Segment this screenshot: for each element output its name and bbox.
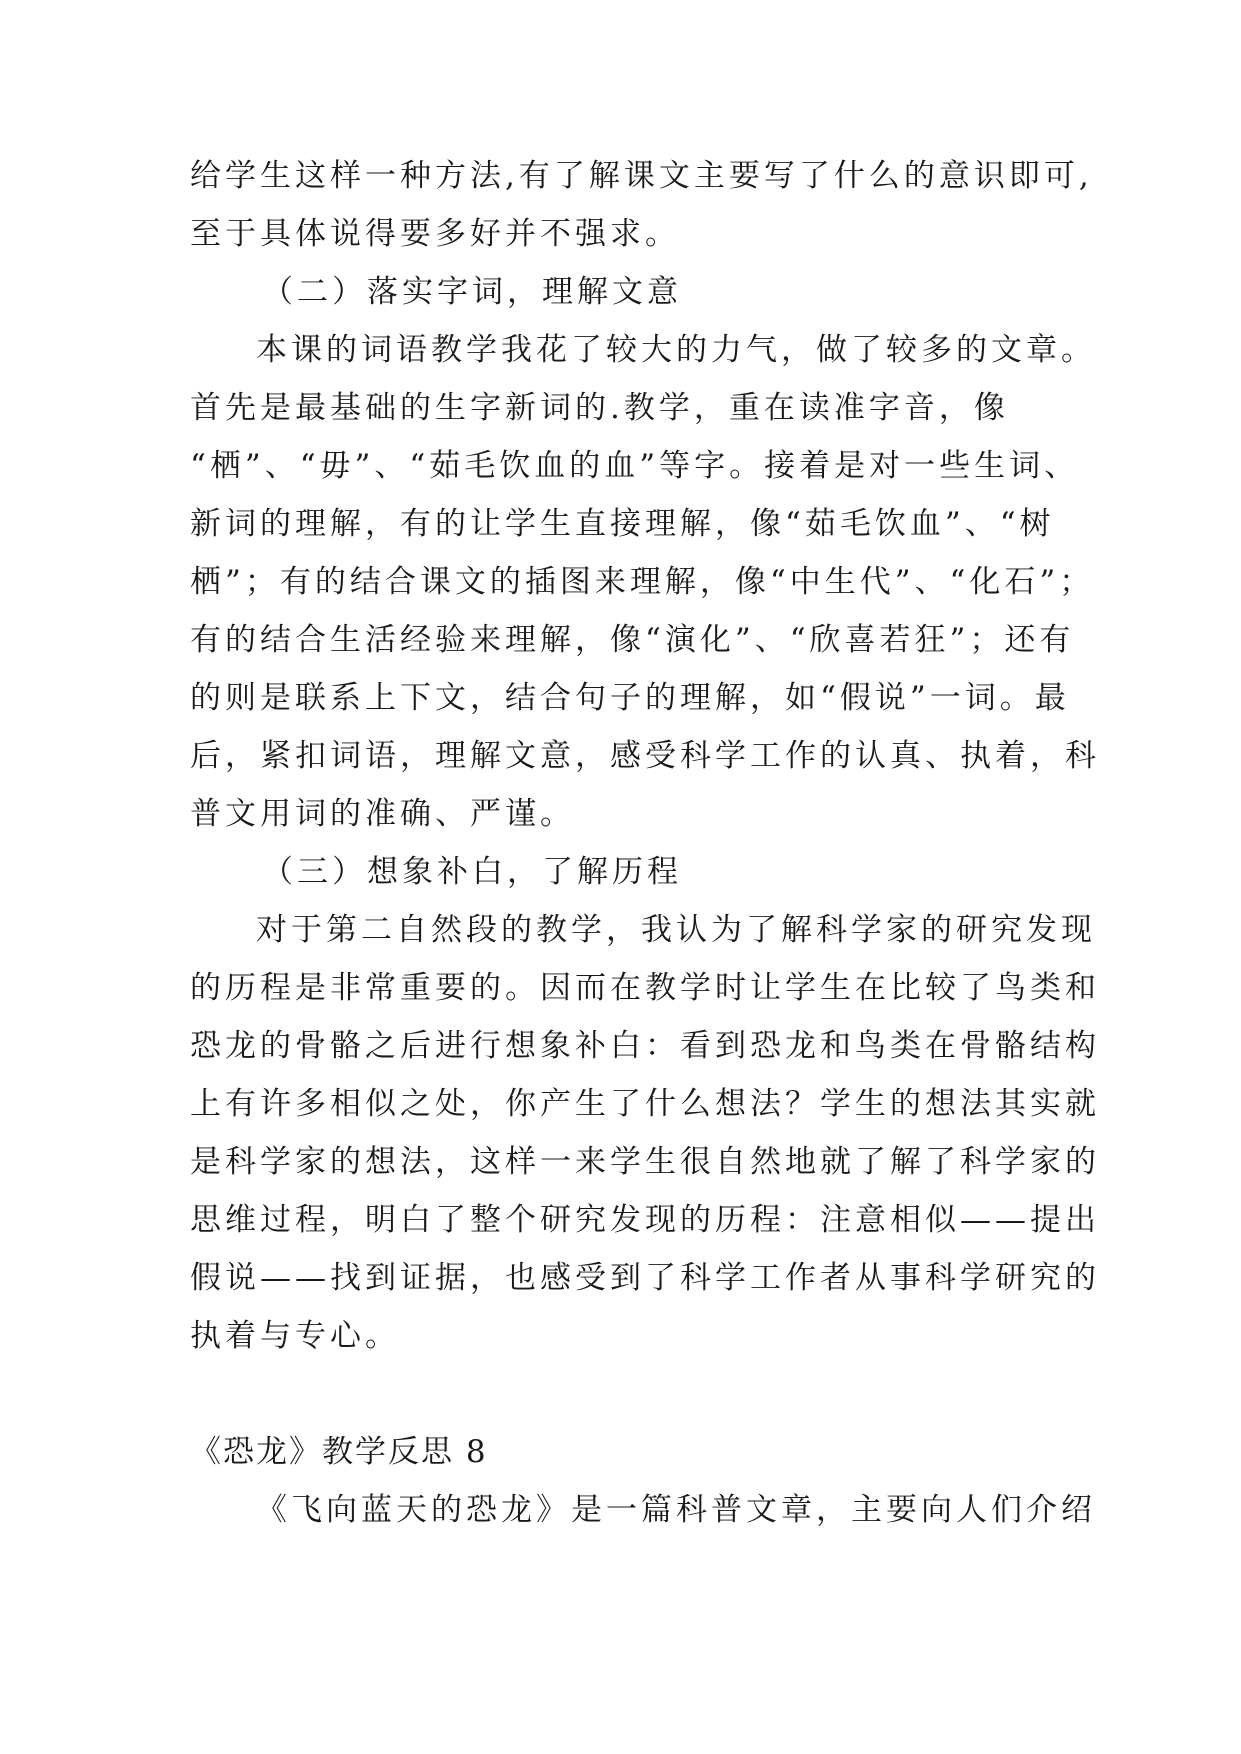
paragraph-line: 假说——找到证据，也感受到了科学工作者从事科学研究的 <box>190 1260 1100 1296</box>
paragraph-line: 是科学家的想法，这样一来学生很自然地就了解了科学家的 <box>190 1144 1100 1180</box>
paragraph-line: “栖”、“毋”、“茹毛饮血的血”等字。接着是对一些生词、 <box>190 448 1080 484</box>
paragraph-line: 普文用词的准确、严谨。 <box>190 796 575 832</box>
paragraph-line: 本课的词语教学我花了较大的力气，做了较多的文章。 <box>256 332 1096 368</box>
paragraph-line: 执着与专心。 <box>190 1318 400 1354</box>
paragraph-line: 恐龙的骨骼之后进行想象补白：看到恐龙和鸟类在骨骼结构 <box>190 1028 1100 1064</box>
paragraph-line: 新词的理解，有的让学生直接理解，像“茹毛饮血”、“树 <box>190 506 1055 542</box>
paragraph-line: 思维过程，明白了整个研究发现的历程：注意相似——提出 <box>190 1202 1100 1238</box>
paragraph-line: 给学生这样一种方法,有了解课文主要写了什么的意识即可, <box>190 158 1093 194</box>
paragraph-line: 的历程是非常重要的。因而在教学时让学生在比较了鸟类和 <box>190 970 1100 1006</box>
section-heading: （三）想象补白，了解历程 <box>262 854 682 890</box>
article-title: 《恐龙》教学反思 8 <box>190 1434 488 1470</box>
paragraph-line: 上有许多相似之处，你产生了什么想法？学生的想法其实就 <box>190 1086 1100 1122</box>
paragraph-line: 至于具体说得要多好并不强求。 <box>190 216 680 252</box>
paragraph-line: 《飞向蓝天的恐龙》是一篇科普文章，主要向人们介绍 <box>256 1492 1096 1528</box>
section-heading: （二）落实字词，理解文意 <box>262 274 682 310</box>
paragraph-line: 有的结合生活经验来理解，像“演化”、“欣喜若狂”；还有 <box>190 622 1075 658</box>
paragraph-line: 栖”；有的结合课文的插图来理解，像“中生代”、“化石”； <box>190 564 1095 600</box>
paragraph-line: 后，紧扣词语，理解文意，感受科学工作的认真、执着，科 <box>190 738 1100 774</box>
paragraph-line: 对于第二自然段的教学，我认为了解科学家的研究发现 <box>256 912 1096 948</box>
paragraph-line: 首先是最基础的生字新词的.教学，重在读准字音，像 <box>190 390 1009 426</box>
paragraph-line: 的则是联系上下文，结合句子的理解，如“假说”一词。最 <box>190 680 1070 716</box>
